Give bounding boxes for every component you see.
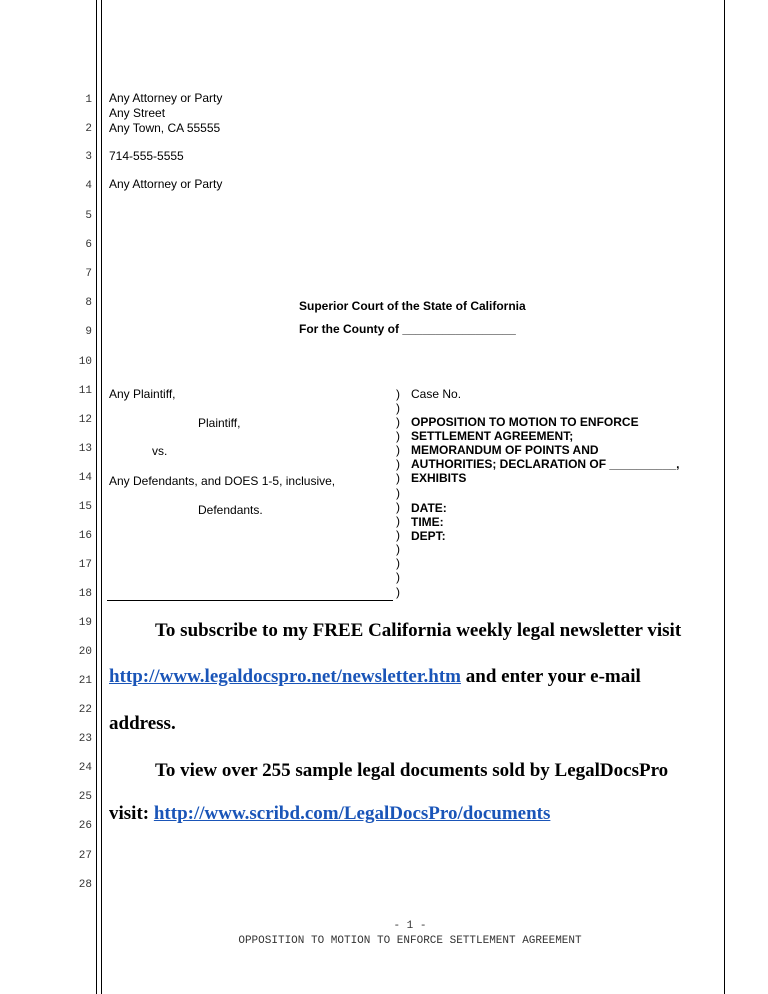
case-number-label: Case No. [411, 387, 462, 401]
line-number: 23 [78, 733, 92, 745]
versus: vs. [152, 444, 168, 458]
documents-link-prefix: visit: [109, 803, 154, 824]
newsletter-paragraph-line: To subscribe to my FREE California weekly legal newsletter visit [155, 620, 682, 641]
plaintiff-name: Any Plaintiff, [109, 387, 176, 401]
line-number: 14 [78, 472, 92, 484]
caption-paren: ) [396, 514, 400, 528]
line-number: 6 [85, 239, 92, 251]
attorney-street: Any Street [109, 106, 166, 120]
attorney-phone: 714-555-5555 [109, 149, 184, 163]
caption-paren: ) [396, 429, 400, 443]
line-number: 12 [78, 414, 92, 426]
attorney-for: Any Attorney or Party [109, 177, 223, 191]
line-number: 13 [78, 443, 92, 455]
caption-bottom-rule [107, 600, 393, 601]
left-margin-rule-inner [101, 0, 102, 994]
documents-link[interactable]: http://www.scribd.com/LegalDocsPro/documents [153, 803, 551, 824]
court-name: Superior Court of the State of California [299, 299, 526, 313]
defendant-role: Defendants. [198, 503, 263, 517]
line-number: 1 [85, 94, 92, 106]
footer-title: OPPOSITION TO MOTION TO ENFORCE SETTLEMENT AGREEMENT [238, 935, 582, 947]
line-number: 5 [85, 210, 92, 222]
line-number: 15 [78, 501, 92, 513]
hearing-time: TIME: [411, 515, 444, 529]
newsletter-paragraph-link-line [109, 666, 641, 688]
line-number: 18 [78, 588, 92, 600]
line-number: 19 [78, 617, 92, 629]
caption-paren: ) [396, 401, 400, 415]
line-number: 21 [78, 675, 92, 687]
line-number: 4 [85, 180, 92, 192]
line-number: 28 [78, 879, 92, 891]
line-number: 25 [78, 791, 92, 803]
document-title-line: OPPOSITION TO MOTION TO ENFORCE [411, 415, 639, 429]
document-title-line: EXHIBITS [411, 471, 467, 485]
caption-paren: ) [396, 415, 400, 429]
caption-paren: ) [396, 387, 400, 401]
documents-paragraph-line: To view over 255 sample legal documents sold by LegalDocsPro [155, 760, 669, 781]
right-margin-rule [724, 0, 725, 994]
court-county: For the County of _________________ [299, 322, 516, 336]
caption-paren: ) [396, 486, 400, 500]
documents-paragraph-link-line [109, 803, 550, 825]
page-number: - 1 - [393, 920, 427, 932]
document-title-line: MEMORANDUM OF POINTS AND [411, 443, 599, 457]
caption-paren: ) [396, 542, 400, 556]
line-number: 9 [85, 326, 92, 338]
line-number: 2 [85, 123, 92, 135]
document-title-line: AUTHORITIES; DECLARATION OF __________, [411, 457, 680, 471]
line-number: 7 [85, 268, 92, 280]
attorney-city: Any Town, CA 55555 [109, 121, 221, 135]
newsletter-paragraph-end: address. [109, 713, 176, 734]
attorney-name: Any Attorney or Party [109, 91, 223, 105]
caption-paren: ) [396, 471, 400, 485]
caption-paren: ) [396, 500, 400, 514]
newsletter-link[interactable]: http://www.legaldocspro.net/newsletter.htm [109, 666, 462, 687]
line-number: 11 [78, 385, 92, 397]
line-number: 20 [78, 646, 92, 658]
line-number: 3 [85, 151, 92, 163]
hearing-date: DATE: [411, 501, 447, 515]
plaintiff-role: Plaintiff, [198, 416, 241, 430]
line-number: 26 [78, 820, 92, 832]
caption-paren: ) [396, 556, 400, 570]
defendant-name: Any Defendants, and DOES 1-5, inclusive, [109, 474, 336, 488]
document-title-line: SETTLEMENT AGREEMENT; [411, 429, 574, 443]
line-number: 16 [78, 530, 92, 542]
hearing-dept: DEPT: [411, 529, 446, 543]
newsletter-link-suffix: and enter your e-mail [461, 666, 641, 687]
line-number: 24 [78, 762, 92, 774]
caption-paren: ) [396, 457, 400, 471]
line-number: 10 [78, 356, 92, 368]
caption-paren: ) [396, 443, 400, 457]
line-number: 22 [78, 704, 92, 716]
left-margin-rule-outer [96, 0, 97, 994]
caption-paren: ) [396, 585, 400, 599]
caption-paren: ) [396, 528, 400, 542]
line-number: 17 [78, 559, 92, 571]
line-number: 27 [78, 850, 92, 862]
line-number: 8 [85, 297, 92, 309]
caption-paren: ) [396, 570, 400, 584]
